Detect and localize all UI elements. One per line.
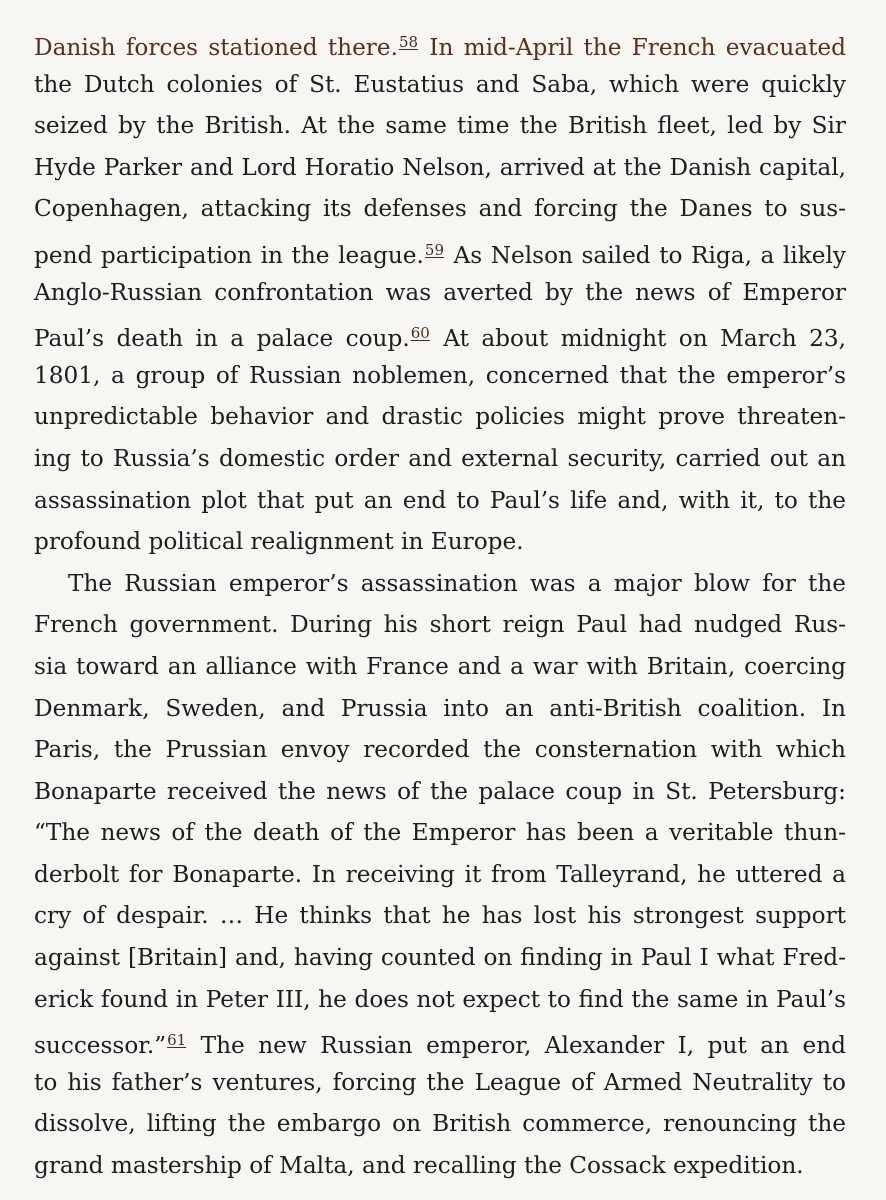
text-segment: The new Russian emperor, Alexander I, put an end [187, 1032, 846, 1060]
text-line [34, 355, 854, 397]
text-line [34, 480, 854, 522]
text-segment: grand mastership of Malta, and recalling the Cossack expedition. [34, 1152, 804, 1180]
text-line [34, 979, 854, 1021]
text-segment: As Nelson sailed to Riga, a likely [445, 241, 846, 269]
text-line [34, 729, 854, 771]
text-segment: Hyde Parker and Lord Horatio Nelson, arrived at the Danish capital, [34, 153, 846, 181]
text-line [34, 230, 854, 272]
text-line [34, 1020, 854, 1062]
text-line [34, 64, 854, 106]
text-line [34, 646, 854, 688]
text-segment: At about midnight on March 23, [430, 325, 846, 353]
text-segment: Danish forces stationed there. [34, 34, 398, 61]
text-segment: derbolt for Bonaparte. In receiving it from Talleyrand, he uttered a [34, 860, 846, 888]
text-line [34, 188, 854, 230]
text-line [34, 313, 854, 355]
text-line [34, 147, 854, 189]
text-segment: The Russian emperor’s assassination was a major blow for the [68, 569, 846, 597]
book-page [34, 22, 854, 1187]
text-line [34, 1103, 854, 1145]
text-segment: In mid-April the French evacuated [419, 34, 846, 61]
text-line [34, 771, 854, 813]
text-line [34, 1062, 854, 1104]
text-line [34, 604, 854, 646]
text-segment: dissolve, lifting the embargo on British commerce, renouncing the [34, 1110, 846, 1138]
text-line [34, 854, 854, 896]
text-segment: “The news of the death of the Emperor has been a veritable thun- [34, 819, 846, 847]
text-segment: erick found in Peter III, he does not expect to find the same in Paul’s [34, 985, 846, 1013]
text-segment: Denmark, Sweden, and Prussia into an anti-British coalition. In [34, 694, 846, 722]
text-line [34, 105, 854, 147]
text-line [34, 396, 854, 438]
paragraph-2 [34, 563, 854, 1187]
text-segment: profound political realignment in Europe. [34, 528, 524, 556]
text-line [34, 895, 854, 937]
text-segment: sia toward an alliance with France and a war with Britain, coercing [34, 652, 846, 680]
text-segment: Paris, the Prussian envoy recorded the consternation with which [34, 736, 846, 764]
paragraph-1 [34, 22, 854, 563]
text-line [34, 272, 854, 314]
text-line [34, 937, 854, 979]
footnote-ref-60[interactable]: 60 [410, 324, 430, 343]
text-line [34, 812, 854, 854]
text-line [34, 22, 854, 64]
text-segment: the Dutch colonies of St. Eustatius and Saba, which were quickly [34, 70, 846, 98]
text-segment: against [Britain] and, having counted on finding in Paul I what Fred- [34, 944, 846, 972]
text-segment: 1801, a group of Russian noblemen, concerned that the emperor’s [34, 361, 846, 389]
text-segment: to his father’s ventures, forcing the League of Armed Neutrality to [34, 1068, 846, 1096]
text-segment: Anglo-Russian confrontation was averted by the news of Emperor [34, 278, 846, 306]
text-segment: unpredictable behavior and drastic policies might prove threaten- [34, 403, 846, 431]
text-segment: ing to Russia’s domestic order and external security, carried out an [34, 444, 846, 472]
text-segment: French government. During his short reign Paul had nudged Rus- [34, 611, 846, 639]
text-segment: seized by the British. At the same time the British fleet, led by Sir [34, 112, 846, 140]
text-segment: cry of despair. … He thinks that he has lost his strongest support [34, 902, 846, 930]
text-line [34, 563, 854, 605]
text-segment: Copenhagen, attacking its defenses and forcing the Danes to sus- [34, 195, 846, 223]
text-segment: Paul’s death in a palace coup. [34, 325, 410, 353]
text-segment: pend participation in the league. [34, 241, 424, 269]
text-line [34, 688, 854, 730]
text-line [34, 438, 854, 480]
text-segment: assassination plot that put an end to Paul’s life and, with it, to the [34, 486, 846, 514]
text-line [34, 521, 854, 563]
footnote-ref-61[interactable]: 61 [167, 1031, 187, 1050]
text-segment: successor.” [34, 1032, 167, 1060]
footnote-ref-59[interactable]: 59 [424, 240, 444, 259]
text-line [34, 1145, 854, 1187]
footnote-ref-58[interactable]: 58 [398, 33, 419, 51]
text-segment: Bonaparte received the news of the palace coup in St. Petersburg: [34, 777, 846, 805]
